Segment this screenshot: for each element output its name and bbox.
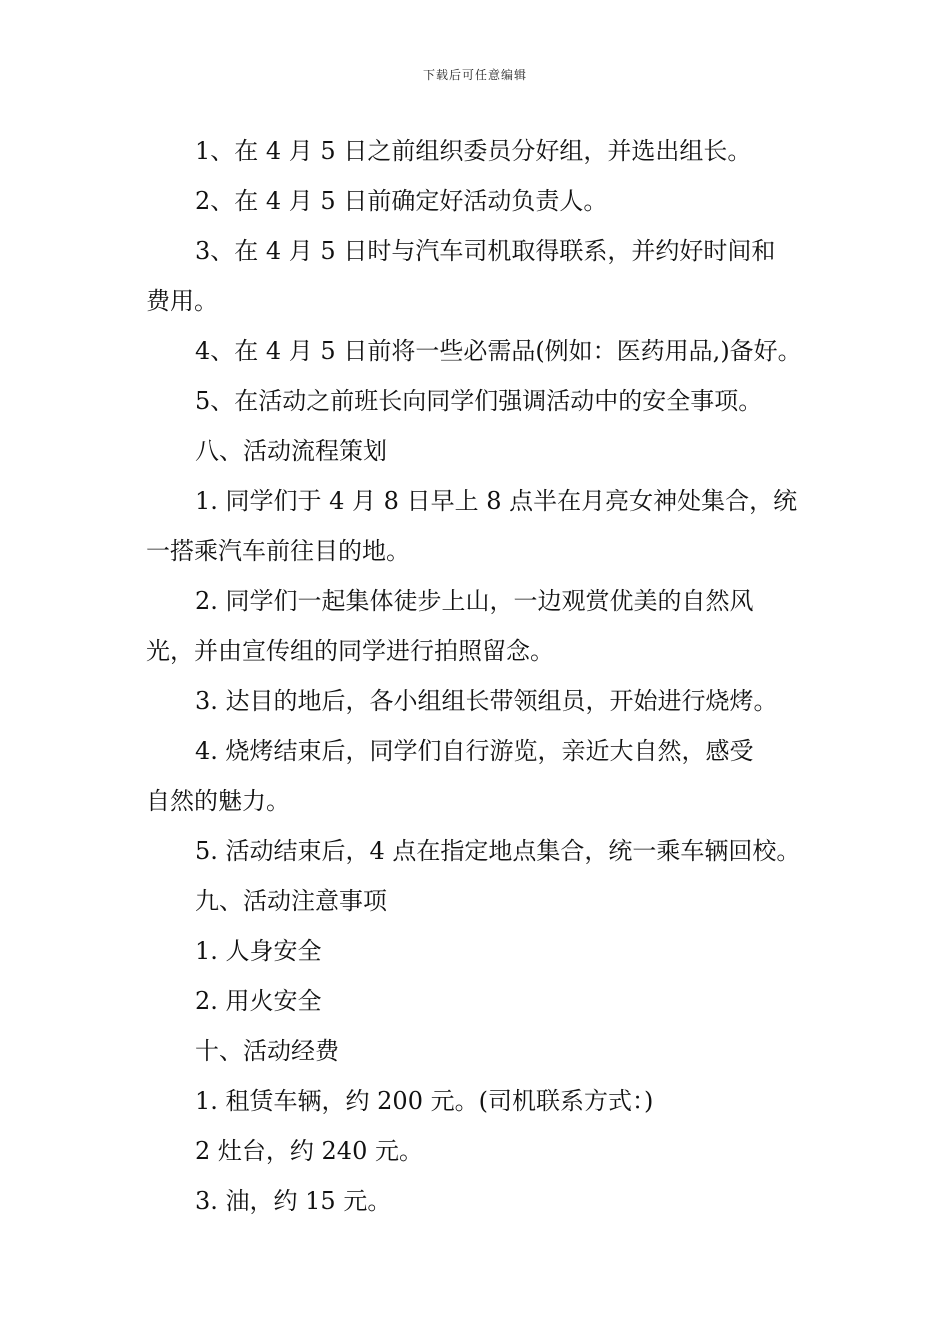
paragraph-line: 3. 油，约 15 元。 [195, 1187, 392, 1215]
paragraph-line: 3、在 4 月 5 日时与汽车司机取得联系，并约好时间和 [195, 237, 776, 265]
paragraph-line: 一搭乘汽车前往目的地。 [146, 537, 410, 565]
paragraph-line: 3. 达目的地后，各小组组长带领组员，开始进行烧烤。 [195, 687, 778, 715]
paragraph-line: 1. 人身安全 [195, 937, 322, 965]
paragraph-line: 2 灶台，约 240 元。 [195, 1137, 423, 1165]
paragraph-line: 1. 同学们于 4 月 8 日早上 8 点半在月亮女神处集合，统 [195, 487, 798, 515]
paragraph-line: 1. 租赁车辆，约 200 元。(司机联系方式：) [195, 1087, 654, 1115]
paragraph-line: 5、在活动之前班长向同学们强调活动中的安全事项。 [195, 387, 763, 415]
paragraph-line: 2、在 4 月 5 日前确定好活动负责人。 [195, 187, 608, 215]
paragraph-line: 5. 活动结束后，4 点在指定地点集合，统一乘车辆回校。 [195, 837, 801, 865]
section-heading: 九、活动注意事项 [195, 887, 387, 915]
document-body [146, 126, 816, 1226]
paragraph-line: 2. 用火安全 [195, 987, 322, 1015]
section-heading: 八、活动流程策划 [195, 437, 387, 465]
paragraph-line: 1、在 4 月 5 日之前组织委员分好组，并选出组长。 [195, 137, 752, 165]
paragraph-line: 自然的魅力。 [146, 787, 290, 815]
paragraph-line: 4、在 4 月 5 日前将一些必需品(例如：医药用品,)备好。 [195, 337, 802, 365]
paragraph-line: 光，并由宣传组的同学进行拍照留念。 [146, 637, 554, 665]
page-header: 下载后可任意编辑 [422, 68, 527, 82]
paragraph-line: 4. 烧烤结束后，同学们自行游览，亲近大自然，感受 [195, 737, 754, 765]
section-heading: 十、活动经费 [195, 1037, 339, 1065]
paragraph-line: 费用。 [146, 287, 218, 315]
paragraph-line: 2. 同学们一起集体徒步上山，一边观赏优美的自然风 [195, 587, 754, 615]
